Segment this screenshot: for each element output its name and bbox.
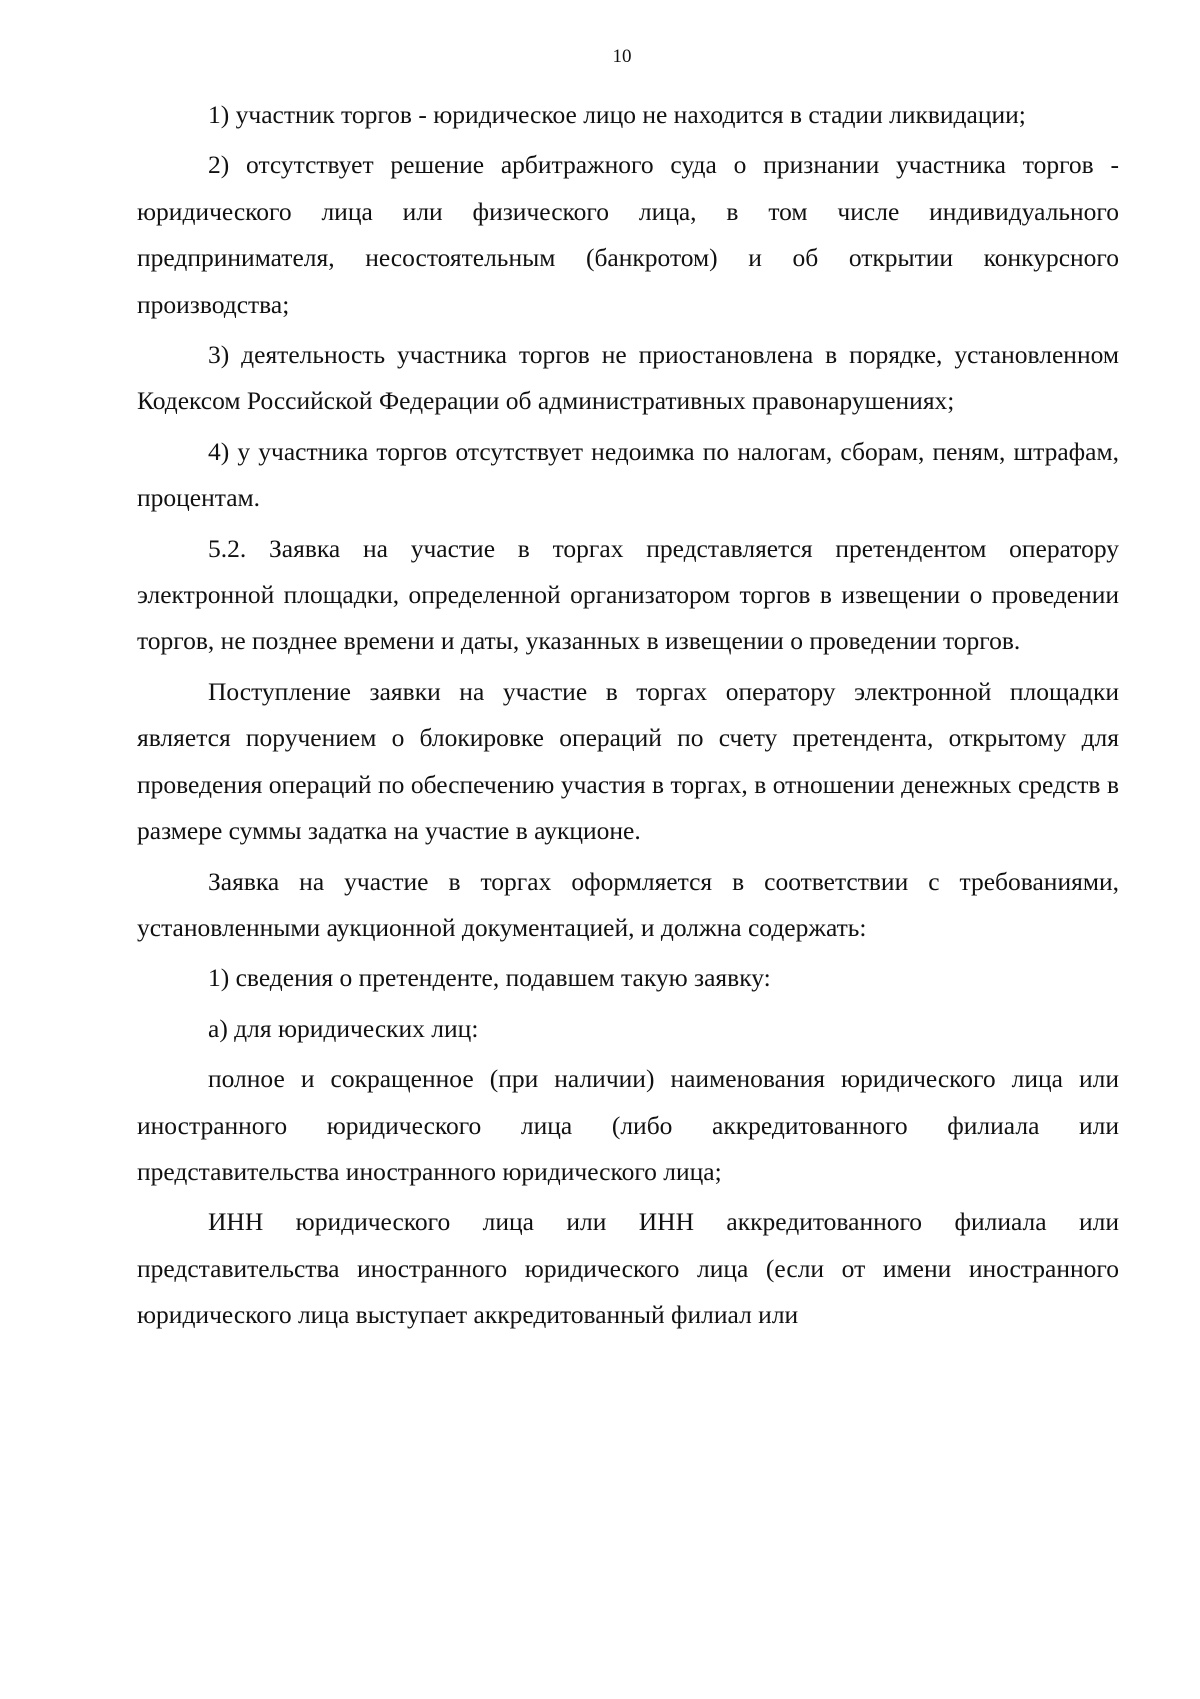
paragraph-inn: ИНН юридического лица или ИНН аккредитованного филиала или представительства иностранного юридического лица (если от имени иностранного юридического лица выступает аккредитованный филиал или xyxy=(137,1207,1119,1330)
paragraph-condition-3-suspension: 3) деятельность участника торгов не приостановлена в порядке, установленном Кодексом Российской Федерации об административных правонарушениях; xyxy=(137,340,1119,416)
paragraph-condition-1-liquidation: 1) участник торгов - юридическое лицо не находится в стадии ликвидации; xyxy=(208,100,1026,129)
paragraph-condition-2-bankruptcy: 2) отсутствует решение арбитражного суда о признании участника торгов - юридического лица или физического лица, в том числе индивидуального предпринимателя, несостоятельным (банкротом) и об открытии конкурсного производства; xyxy=(137,150,1119,319)
paragraph-application-receipt: Поступление заявки на участие в торгах оператору электронной площадки является поручением о блокировке операций по счету претендента, открытому для проведения операций по обеспечению участия в торгах, в отношении денежных средств в размере суммы задатка на участие в аукционе. xyxy=(137,676,1119,846)
document-body xyxy=(137,92,1119,1339)
paragraph-applicant-info: 1) сведения о претенденте, подавшем такую заявку: xyxy=(208,963,771,993)
paragraph-legal-entities: а) для юридических лиц: xyxy=(208,1013,479,1043)
paragraph-application-requirements: Заявка на участие в торгах оформляется в соответствии с требованиями, установленными аукционной документацией, и должна содержать: xyxy=(137,866,1119,942)
paragraph-section-5-2: 5.2. Заявка на участие в торгах представляется претендентом оператору электронной площадки, определенной организатором торгов в извещении о проведении торгов, не позднее времени и даты, указанных в извещении о проведении торгов. xyxy=(137,533,1119,656)
page-number: 10 xyxy=(612,46,632,67)
paragraph-entity-names: полное и сокращенное (при наличии) наименования юридического лица или иностранного юридического лица (либо аккредитованного филиала или представительства иностранного юридического лица; xyxy=(137,1064,1119,1186)
paragraph-condition-4-arrears: 4) у участника торгов отсутствует недоимка по налогам, сборам, пеням, штрафам, процентам. xyxy=(137,436,1119,513)
